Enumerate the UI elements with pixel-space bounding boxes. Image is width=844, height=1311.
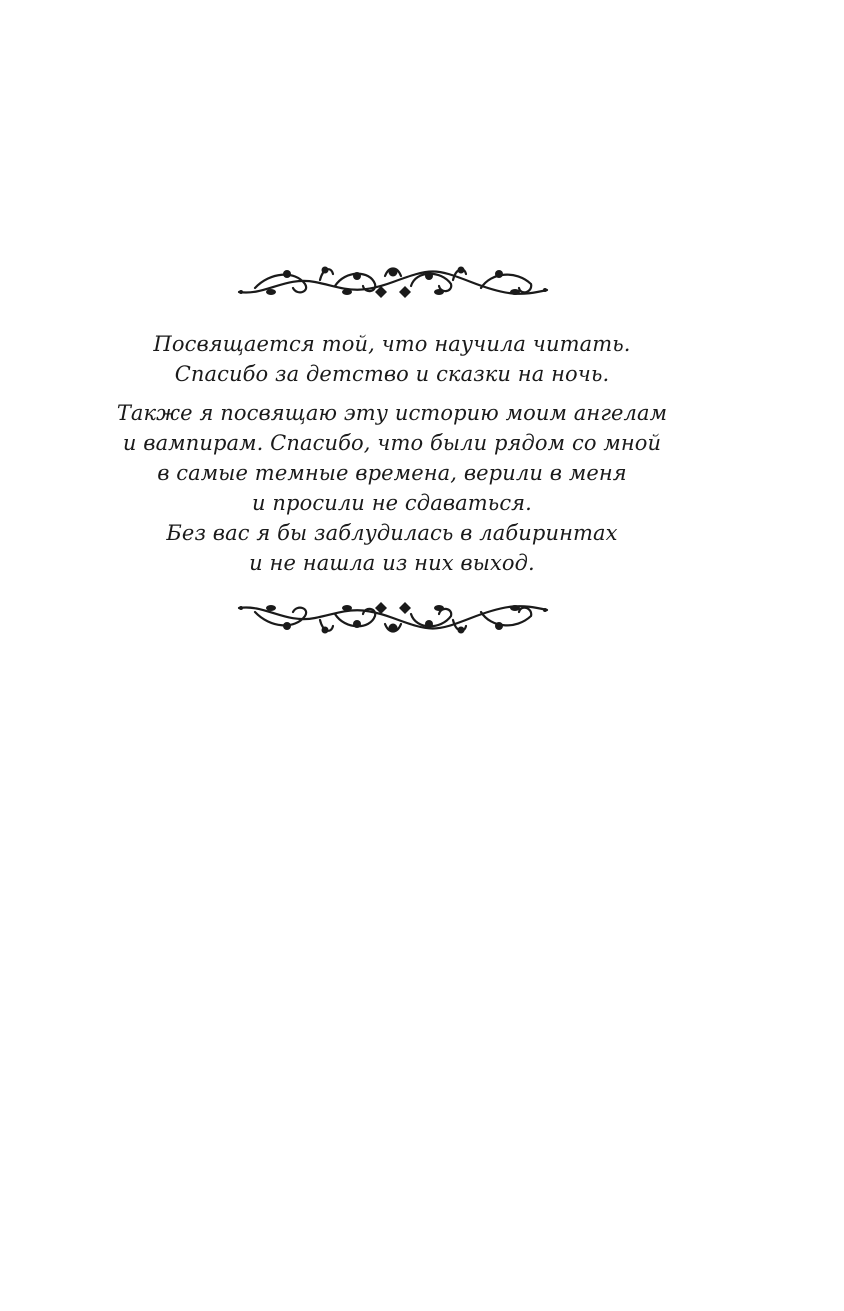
dedication-line: и просили не сдаваться. (252, 491, 532, 515)
floral-divider-top-icon (235, 262, 551, 302)
dedication-line: и вампирам. Спасибо, что были рядом со мной (122, 431, 662, 455)
dedication-line: Спасибо за детство и сказки на ночь. (174, 362, 610, 386)
dedication-line: в самые темные времена, верили в меня (157, 461, 627, 485)
dedication-line: Посвящается той, что научила читать. (153, 332, 631, 356)
dedication-line: Также я посвящаю эту историю моим ангелам (116, 401, 668, 425)
dedication-line: и не нашла из них выход. (249, 551, 535, 575)
floral-divider-bottom-icon (235, 598, 551, 638)
dedication-paragraph-1 (92, 329, 692, 389)
dedication-line: Без вас я бы заблудилась в лабиринтах (166, 521, 618, 545)
dedication-paragraph-2 (92, 398, 692, 578)
